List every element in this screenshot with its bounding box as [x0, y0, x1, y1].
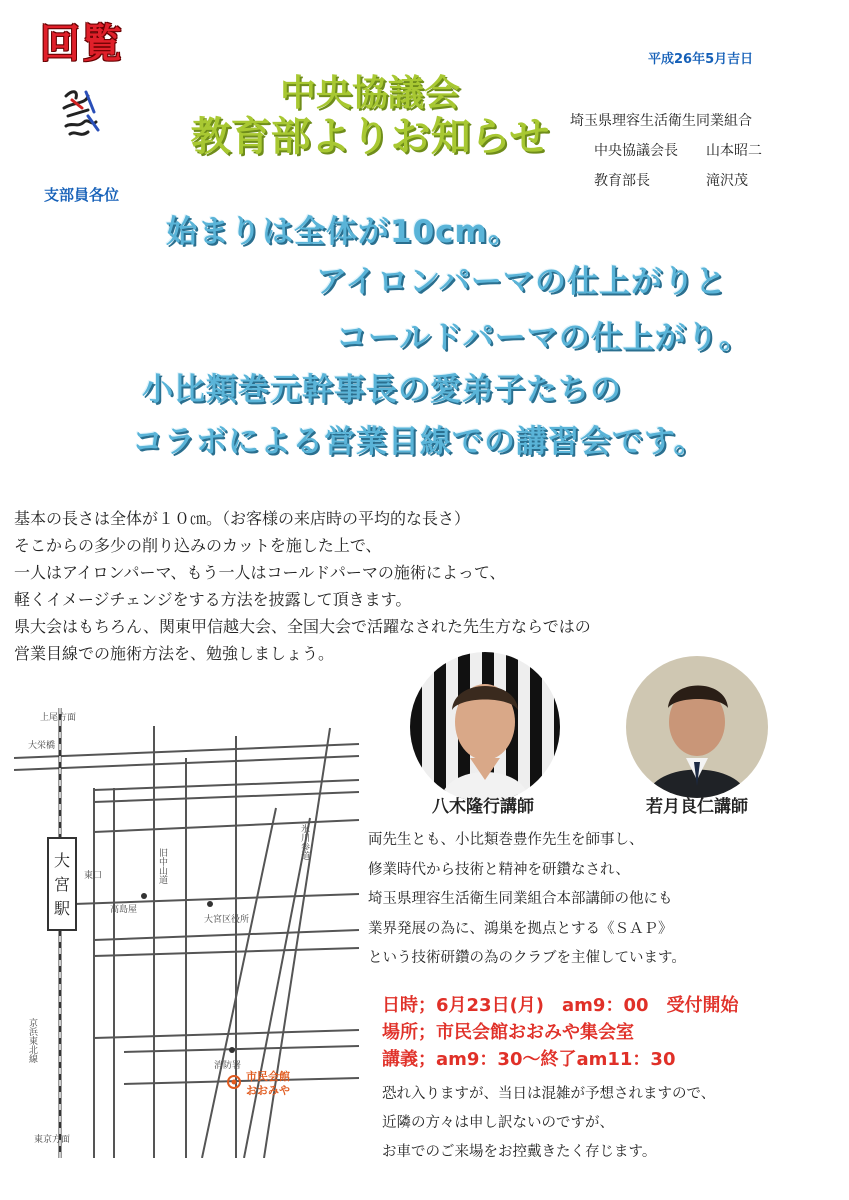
- station-label: 大: [53, 851, 71, 870]
- headline-line: コラボによる営業目線での講習会です。: [132, 424, 706, 460]
- map-label-line: 京浜東北線: [27, 1018, 37, 1063]
- notice-line: 恐れ入りますが、当日は混雑が予想されますので、: [382, 1086, 716, 1102]
- map-label-bridge: 大栄橋: [28, 741, 56, 751]
- map-label-fire-station: 消防署: [214, 1061, 242, 1071]
- bio-line: 業界発展の為に、鴻巣を拠点とする《ＳＡＰ》: [368, 920, 673, 937]
- instructor-photo-yagi: [410, 652, 560, 802]
- addressee: 支部員各位: [44, 186, 120, 204]
- page-title: [160, 74, 580, 160]
- bio-line: 埼玉県理容生活衛生同業組合本部講師の他にも: [368, 891, 673, 907]
- body-line: 軽くイメージチェンジをする方法を披露して頂きます。: [14, 590, 412, 609]
- bio-line: という技術研鑽の為のクラブを主催しています。: [368, 950, 686, 966]
- ward-office-dot: [207, 901, 213, 907]
- body-line: 県大会はもちろん、関東甲信越大会、全国大会で活躍なされた先生方ならではの: [14, 617, 591, 636]
- access-map: [14, 708, 370, 1158]
- notice-line: お車でのご来場をお控戴きたく存じます。: [382, 1144, 657, 1160]
- fire-station-dot: [229, 1047, 235, 1053]
- map-label-nakasendo: 旧中山道: [157, 848, 167, 884]
- portrait-icon: [410, 652, 560, 802]
- body-line: 一人はアイロンパーマ、もう一人はコールドパーマの施術によって、: [14, 563, 506, 582]
- instructor-photo-wakatsuki: [626, 656, 768, 798]
- portrait-icon: [626, 656, 768, 798]
- map-label-tokyo: 東京方面: [34, 1135, 71, 1145]
- map-label-hikawa: 氷川参道: [299, 824, 309, 860]
- bio-line: 両先生とも、小比類巻豊作先生を師事し、: [368, 832, 644, 848]
- bio-line: 修業時代から技術と精神を研鑽なされ、: [368, 861, 630, 878]
- station-label: 宮: [53, 875, 71, 894]
- notice-line: 近隣の方々は申し訳ないのですが、: [382, 1115, 614, 1131]
- headline-line: 始まりは全体が10cm。: [166, 214, 520, 250]
- title-line-1: 中央協議会: [279, 73, 460, 114]
- map-label-venue: おおみや: [246, 1084, 290, 1097]
- event-details: [382, 992, 739, 1073]
- sender-block: [570, 106, 762, 196]
- parking-notice: [382, 1080, 715, 1167]
- chair-name: 山本昭二: [706, 143, 762, 159]
- station-label: 駅: [53, 899, 71, 918]
- headline-line: コールドパーマの仕上がり。: [336, 320, 751, 356]
- headline-line: 小比類巻元幹事長の愛弟子たちの: [142, 372, 622, 408]
- map-label-venue: 市民会館: [246, 1070, 290, 1083]
- event-datetime: 日時；6月23日(月) am9：00 受付開始: [382, 995, 739, 1016]
- body-line: そこからの多少の削り込みのカットを施した上で、: [14, 536, 382, 555]
- instructor-name: 若月良仁講師: [646, 797, 748, 817]
- event-place: 場所；市民会館おおみや集会室: [382, 1022, 634, 1043]
- map-label-ward-office: 大宮区役所: [204, 915, 250, 925]
- kairan-stamp: 回覧: [40, 21, 124, 67]
- title-line-2: 教育部よりお知らせ: [190, 114, 550, 160]
- union-logo: [58, 86, 106, 148]
- event-lecture: 講義；am9：30～終了am11：30: [382, 1049, 676, 1070]
- edu-name: 滝沢茂: [706, 173, 748, 189]
- map-label-ageo: 上尾方面: [40, 713, 77, 723]
- map-label-takashimaya: 高島屋: [110, 905, 138, 915]
- takashimaya-dot: [141, 893, 147, 899]
- chair-title: 中央協議会長: [594, 143, 678, 159]
- venue-marker-dot: [232, 1080, 237, 1085]
- body-line: 営業目線での施術方法を、勉強しましょう。: [14, 644, 335, 663]
- instructor-bio: [368, 826, 686, 974]
- edu-title: 教育部長: [594, 173, 650, 189]
- union-name: 埼玉県理容生活衛生同業組合: [570, 113, 752, 129]
- headline-line: アイロンパーマの仕上がりと: [316, 264, 728, 300]
- instructor-name: 八木隆行講師: [432, 797, 534, 817]
- map-label-east-exit: 東口: [84, 871, 103, 881]
- body-line: 基本の長さは全体が１０㎝。（お客様の来店時の平均的な長さ）: [14, 509, 471, 528]
- issue-date: 平成26年5月吉日: [648, 52, 754, 67]
- intro-paragraph: [14, 505, 591, 667]
